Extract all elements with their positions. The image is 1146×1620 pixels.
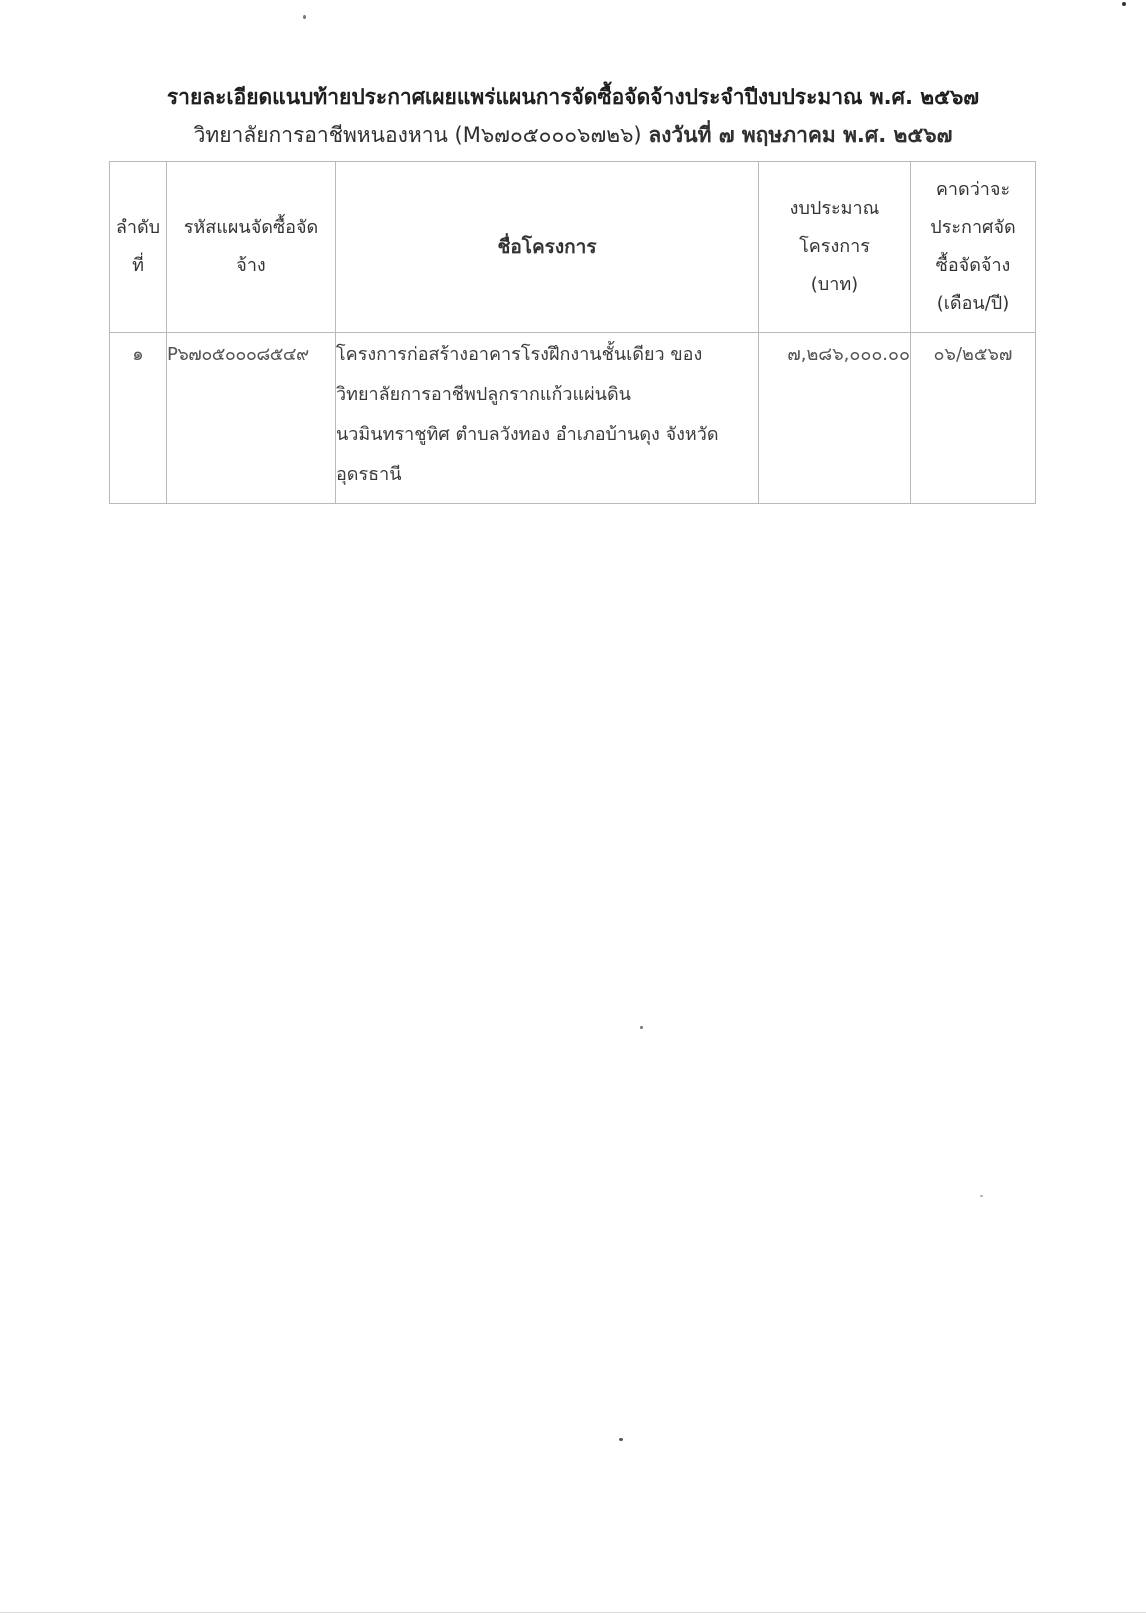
document-title: รายละเอียดแนบท้ายประกาศเผยแพร่แผนการจัดซื้อจัดจ้างประจำปีงบประมาณ พ.ศ. ๒๕๖๗ (166, 85, 980, 109)
procurement-plan-table (109, 161, 1036, 504)
header-project: ชื่อโครงการ (336, 162, 759, 333)
scan-speck (619, 1438, 623, 1441)
scan-edge-line (0, 1612, 1146, 1613)
header-expected-date: คาดว่าจะ ประกาศจัด ซื้อจัดจ้าง (เดือน/ปี) (911, 162, 1036, 333)
header-no: ลำดับ ที่ (110, 162, 167, 333)
table-row (110, 333, 1036, 504)
document-subtitle (0, 120, 1146, 150)
header-budget: งบประมาณ โครงการ (บาท) (759, 162, 911, 333)
table-header-row (110, 162, 1036, 333)
cell-expected-date: ๐๖/๒๕๖๗ (911, 333, 1036, 504)
scan-speck (1122, 2, 1126, 6)
cell-no: ๑ (110, 333, 167, 504)
scan-speck (980, 1195, 983, 1197)
cell-plan-code: P๖๗๐๕๐๐๐๘๕๔๙ (167, 333, 336, 504)
subtitle-date: ลงวันที่ ๗ พฤษภาคม พ.ศ. ๒๕๖๗ (648, 123, 953, 147)
scan-speck (303, 15, 306, 19)
cell-budget: ๗,๒๘๖,๐๐๐.๐๐ (759, 333, 911, 504)
header-code: รหัสแผนจัดซื้อจัด จ้าง (167, 162, 336, 333)
scan-speck (640, 1026, 643, 1029)
subtitle-org: วิทยาลัยการอาชีพหนองหาน (M๖๗๐๕๐๐๐๖๗๒๖) (193, 123, 642, 147)
cell-project-name: โครงการก่อสร้างอาคารโรงฝึกงานชั้นเดียว ของ วิทยาลัยการอาชีพปลูกรากแก้วแผ่นดิน นวมินทราชูทิศ ตำบลวังทอง อำเภอบ้านดุง จังหวัด อุดรธานี (336, 333, 759, 504)
